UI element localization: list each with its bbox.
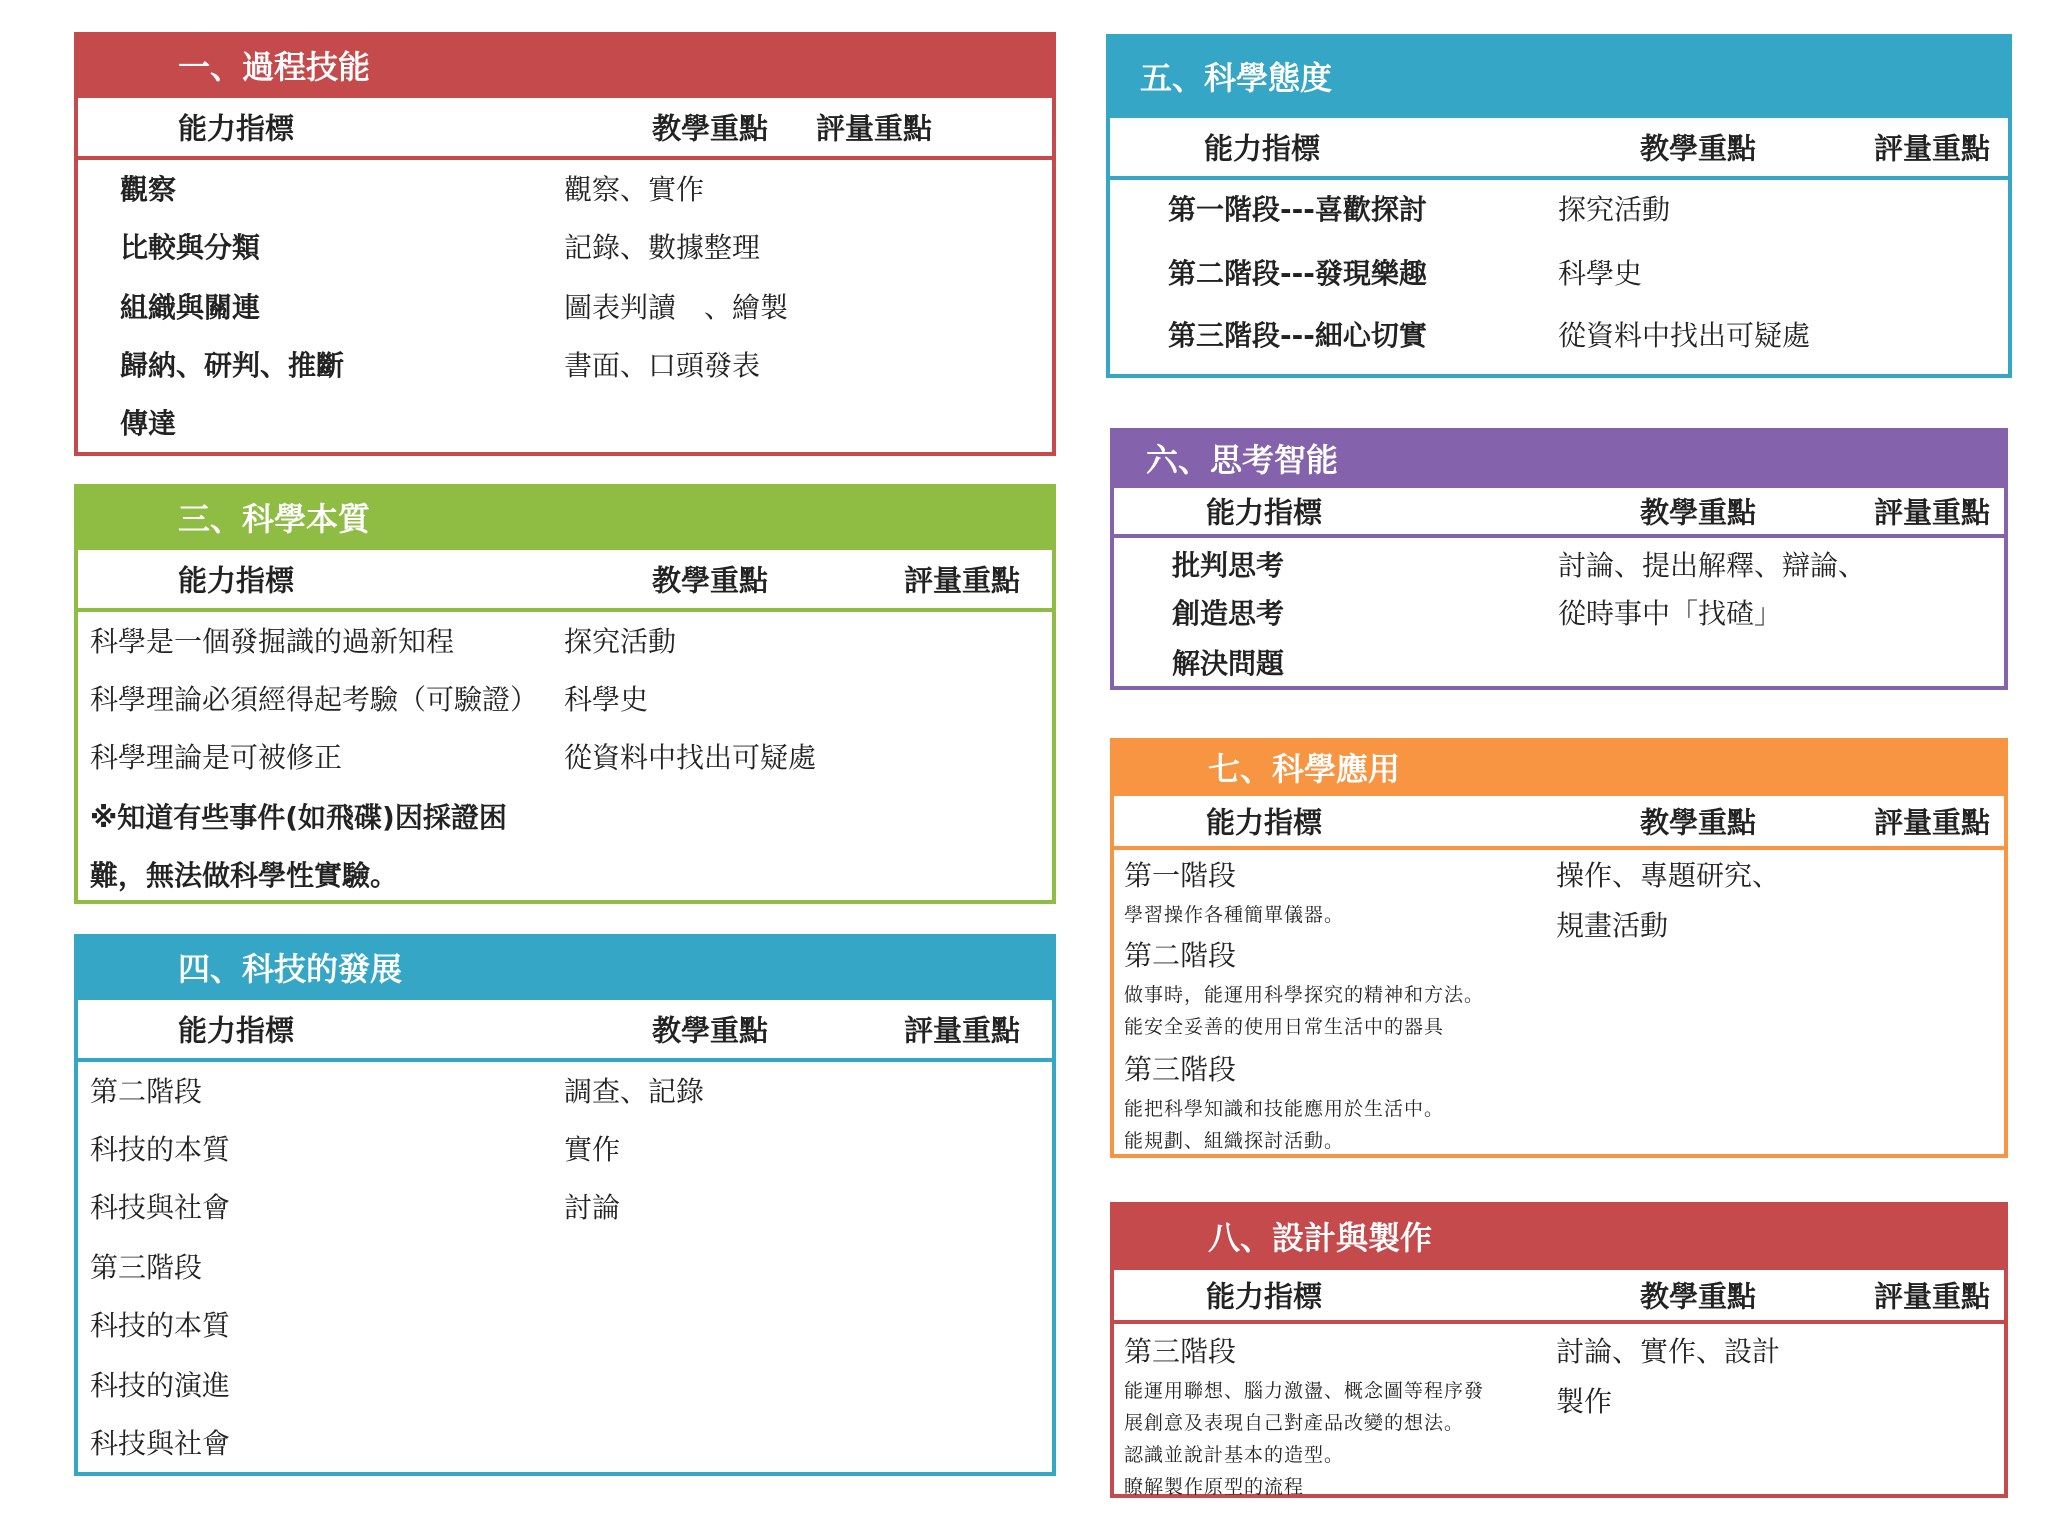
stage-detail: 能安全妥善的使用日常生活中的器具 (1124, 1016, 1445, 1038)
col-teaching-focus: 教學重點 (652, 563, 769, 598)
card-title-text: 五、科學態度 (1140, 59, 1333, 97)
stage-heading: 第一階段 (1124, 859, 1237, 892)
ability-item: 傳達 (120, 407, 177, 440)
card-design-and-making (1110, 1202, 2008, 1498)
header-row (1114, 488, 2004, 538)
teaching-item: 從資料中找出可疑處 (564, 741, 817, 774)
teaching-item: 操作、專題研究、 (1556, 859, 1781, 892)
stage-detail: 瞭解製作原型的流程 (1124, 1476, 1305, 1498)
col-ability-indicator: 能力指標 (1206, 805, 1323, 840)
stage-detail: 學習操作各種簡單儀器。 (1124, 904, 1345, 926)
teaching-item: 探究活動 (564, 625, 677, 658)
header-row (78, 550, 1052, 612)
stage-heading: 第三階段 (1124, 1053, 1237, 1086)
teaching-item: 討論、實作、設計 (1556, 1335, 1781, 1368)
card-title-text: 八、設計與製作 (1208, 1219, 1433, 1257)
stage-detail: 展創意及表現自己對產品改變的想法。 (1124, 1412, 1465, 1434)
col-assessment-focus: 評量重點 (1874, 1279, 1991, 1314)
teaching-item: 調查、記錄 (564, 1075, 705, 1108)
col-teaching-focus: 教學重點 (1640, 1279, 1757, 1314)
ability-item: 科技的本質 (90, 1133, 231, 1166)
col-assessment-focus: 評量重點 (1874, 805, 1991, 840)
col-teaching-focus: 教學重點 (652, 111, 769, 146)
stage-detail: 能規劃、組織探討活動。 (1124, 1130, 1345, 1152)
teaching-item: 探究活動 (1558, 193, 1671, 226)
stage-heading: 第三階段 (1124, 1335, 1237, 1368)
card-title (78, 488, 1052, 550)
card-nature-of-science (74, 484, 1056, 904)
teaching-item: 科學史 (1558, 257, 1643, 290)
col-teaching-focus: 教學重點 (652, 1013, 769, 1048)
col-teaching-focus: 教學重點 (1640, 131, 1757, 166)
ability-item: 科技的本質 (90, 1309, 231, 1342)
ability-item: 組織與關連 (120, 291, 261, 324)
col-assessment-focus: 評量重點 (816, 111, 933, 146)
ability-item: 科學是一個發掘識的過新知程 (90, 625, 455, 658)
card-title-text: 三、科學本質 (178, 500, 371, 538)
header-row (78, 1000, 1052, 1062)
stage-detail: 認識並說計基本的造型。 (1124, 1444, 1345, 1466)
card-title (78, 36, 1052, 98)
ability-item: 創造思考 (1172, 597, 1285, 630)
col-ability-indicator: 能力指標 (178, 1013, 295, 1048)
teaching-item: 從資料中找出可疑處 (1558, 319, 1811, 352)
card-tech-development (74, 934, 1056, 1476)
card-science-application (1110, 738, 2008, 1158)
ability-item: 比較與分類 (120, 231, 261, 264)
col-assessment-focus: 評量重點 (904, 1013, 1021, 1048)
ability-item: 科技與社會 (90, 1427, 231, 1460)
teaching-item: 實作 (564, 1133, 621, 1166)
col-ability-indicator: 能力指標 (178, 563, 295, 598)
ability-item: 第三階段 (90, 1251, 203, 1284)
card-title (1114, 1206, 2004, 1270)
card-title (78, 938, 1052, 1000)
ability-item: 第二階段---發現樂趣 (1168, 257, 1427, 290)
col-ability-indicator: 能力指標 (1204, 131, 1321, 166)
card-thinking-intelligence (1110, 428, 2008, 690)
card-process-skills (74, 32, 1056, 456)
ability-item: 科技與社會 (90, 1191, 231, 1224)
ability-item: 歸納、研判、推斷 (120, 349, 345, 382)
card-title (1110, 38, 2008, 118)
ability-item: 觀察 (120, 173, 177, 206)
ability-item: 第二階段 (90, 1075, 203, 1108)
stage-heading: 第二階段 (1124, 939, 1237, 972)
col-ability-indicator: 能力指標 (1206, 1279, 1323, 1314)
ability-item: 第三階段---細心切實 (1168, 319, 1427, 352)
col-assessment-focus: 評量重點 (1874, 131, 1991, 166)
col-teaching-focus: 教學重點 (1640, 805, 1757, 840)
teaching-item: 觀察、實作 (564, 173, 705, 206)
ability-item: 難，無法做科學性實驗。 (90, 859, 399, 892)
teaching-item: 科學史 (564, 683, 649, 716)
card-title-text: 七、科學應用 (1208, 750, 1401, 788)
ability-item: ※知道有些事件(如飛碟)因採證困 (90, 801, 507, 834)
card-title-text: 六、思考智能 (1146, 441, 1339, 479)
ability-item: 科學理論必須經得起考驗（可驗證） (90, 683, 539, 716)
card-scientific-attitude (1106, 34, 2012, 378)
ability-item: 科技的演進 (90, 1369, 231, 1402)
teaching-item: 書面、口頭發表 (564, 349, 761, 382)
stage-detail: 能把科學知識和技能應用於生活中。 (1124, 1098, 1445, 1120)
header-row (78, 98, 1052, 160)
teaching-item: 圖表判讀 、繪製 (564, 291, 789, 324)
card-title (1114, 432, 2004, 488)
teaching-item: 討論、提出解釋、辯論、 (1558, 549, 1867, 582)
col-teaching-focus: 教學重點 (1640, 495, 1757, 530)
ability-item: 批判思考 (1172, 549, 1285, 582)
col-assessment-focus: 評量重點 (904, 563, 1021, 598)
teaching-item: 記錄、數據整理 (564, 231, 761, 264)
col-ability-indicator: 能力指標 (1206, 495, 1323, 530)
stage-detail: 做事時，能運用科學探究的精神和方法。 (1124, 984, 1485, 1006)
col-ability-indicator: 能力指標 (178, 111, 295, 146)
teaching-item: 規畫活動 (1556, 909, 1669, 942)
card-title-text: 一、過程技能 (178, 48, 371, 86)
teaching-item: 討論 (564, 1191, 621, 1224)
ability-item: 科學理論是可被修正 (90, 741, 343, 774)
card-title-text: 四、科技的發展 (178, 950, 403, 988)
teaching-item: 從時事中「找碴」 (1558, 597, 1783, 630)
col-assessment-focus: 評量重點 (1874, 495, 1991, 530)
ability-item: 解決問題 (1172, 647, 1285, 680)
ability-item: 第一階段---喜歡探討 (1168, 193, 1427, 226)
stage-detail: 能運用聯想、腦力激盪、概念圖等程序發 (1124, 1380, 1485, 1402)
card-title (1114, 742, 2004, 796)
header-row (1110, 118, 2008, 180)
header-row (1114, 796, 2004, 850)
header-row (1114, 1270, 2004, 1324)
teaching-item: 製作 (1556, 1385, 1613, 1418)
